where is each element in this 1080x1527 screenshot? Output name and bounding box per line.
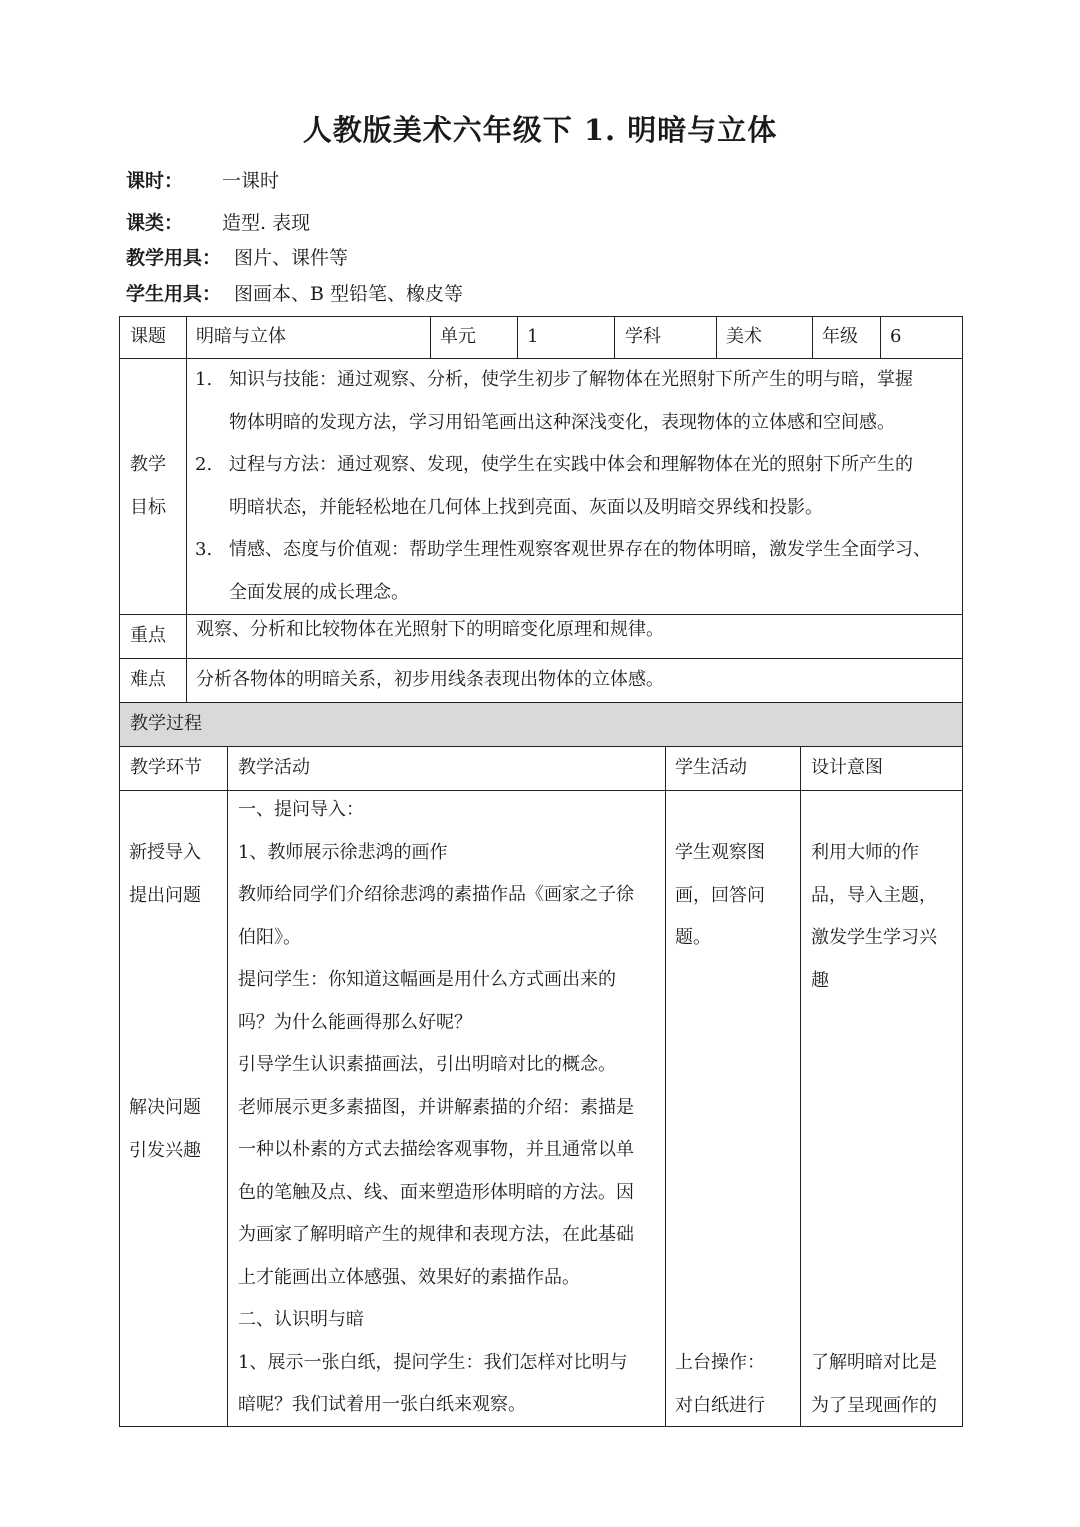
table-rule: [119, 614, 962, 615]
table-rule: [119, 702, 962, 703]
objective-text: 知识与技能：通过观察、分析，使学生初步了解物体在光照射下所产生的明与暗，掌握 物体明暗的发现方法，学习用铅笔画出这种深浅变化，表现物体的立体感和空间感。: [229, 369, 913, 433]
table-rule: [119, 746, 962, 747]
subject-value: 美术: [726, 326, 762, 347]
table-rule: [665, 746, 666, 1426]
design-intent-2: 了解明暗对比是 为了呈现画作的: [811, 1352, 937, 1416]
meta-period: [126, 168, 279, 194]
key-point-label: 重点: [130, 625, 166, 646]
difficulty-value: 分析各物体的明暗关系，初步用线条表现出物体的立体感。: [196, 669, 664, 690]
objective-number: 1.: [195, 369, 213, 390]
page-title: 人教版美术六年级下 1. 明暗与立体: [302, 113, 778, 147]
design-intent-1: 利用大师的作 品，导入主题， 激发学生学习兴 趣: [811, 842, 937, 991]
meta-teacher-tools-value: 图片、课件等: [234, 247, 349, 269]
column-header: 设计意图: [811, 757, 883, 778]
stage-solve: 解决问题 引发兴趣: [129, 1097, 201, 1161]
table-rule: [119, 658, 962, 659]
meta-student-tools-label: 学生用具：: [126, 283, 222, 305]
teaching-activities: 一、提问导入： 1、教师展示徐悲鸿的画作 教师给同学们介绍徐悲鸿的素描作品《画家之子徐 伯阳》。 提问学生：你知道这幅画是用什么方式画出来的 吗？为什么能画得那么好呢？ 引导学生认识素描画法，引出明暗对比的概念。 老师展示更多素描图，并讲解素描的介绍：素描是 一种以朴素的方式去描绘客观事物，并且通常以单 色的笔触及点、线、面来塑造形体明暗的方法。因 为画家了解明暗产生的规律和表现方法，在此基础 上才能画出立体感强、效果好的素描作品。 二、认识明与暗 1、展示一张白纸，提问学生：我们怎样对比明与 暗呢？我们试着用一张白纸来观察。: [238, 799, 634, 1415]
grade-value: 6: [890, 326, 902, 347]
objective-number: 2.: [195, 454, 213, 475]
subject-label: 学科: [625, 326, 661, 347]
objectives-label-line2: 目标: [130, 497, 166, 518]
student-activity-2: 上台操作： 对白纸进行: [675, 1352, 765, 1416]
objective-text: 过程与方法：通过观察、发现，使学生在实践中体会和理解物体在光的照射下所产生的 明暗状态，并能轻松地在几何体上找到亮面、灰面以及明暗交界线和投影。: [229, 454, 913, 518]
meta-period-label: 课时：: [126, 170, 184, 192]
column-header: 教学环节: [130, 757, 202, 778]
grade-label: 年级: [822, 326, 858, 347]
meta-type-label: 课类：: [126, 212, 184, 234]
table-rule: [880, 316, 881, 358]
column-header: 学生活动: [675, 757, 747, 778]
objective-item: [195, 444, 955, 529]
stage-intro: 新授导入 提出问题: [129, 842, 201, 906]
meta-type: [126, 210, 310, 236]
meta-teacher-tools: [126, 245, 348, 271]
topic-label: 课题: [130, 326, 166, 347]
topic-value: 明暗与立体: [196, 326, 286, 347]
meta-teacher-tools-label: 教学用具：: [126, 247, 222, 269]
objective-item: [195, 529, 955, 614]
meta-student-tools: [126, 281, 463, 307]
process-header: 教学过程: [130, 713, 202, 734]
meta-type-value: 造型. 表现: [222, 212, 311, 234]
objective-text: 情感、态度与价值观：帮助学生理性观察客观世界存在的物体明暗，激发学生全面学习、 全面发展的成长理念。: [229, 539, 931, 603]
table-rule: [186, 316, 187, 358]
table-rule: [430, 316, 431, 358]
table-rule: [186, 358, 187, 702]
objectives-label-line1: 教学: [130, 454, 166, 475]
table-rule: [517, 316, 518, 358]
table-rule: [227, 746, 228, 1426]
table-rule: [812, 316, 813, 358]
unit-value: 1: [527, 326, 539, 347]
meta-period-value: 一课时: [222, 170, 280, 192]
objective-item: [195, 359, 955, 444]
table-rule: [716, 316, 717, 358]
student-activity-1: 学生观察图 画，回答问 题。: [675, 842, 765, 948]
table-rule: [800, 746, 801, 1426]
unit-label: 单元: [440, 326, 476, 347]
meta-student-tools-value: 图画本、B 型铅笔、橡皮等: [234, 283, 464, 305]
key-point-value: 观察、分析和比较物体在光照射下的明暗变化原理和规律。: [196, 619, 664, 640]
objective-number: 3.: [195, 539, 213, 560]
table-rule: [614, 316, 615, 358]
column-header: 教学活动: [238, 757, 310, 778]
difficulty-label: 难点: [130, 669, 166, 690]
